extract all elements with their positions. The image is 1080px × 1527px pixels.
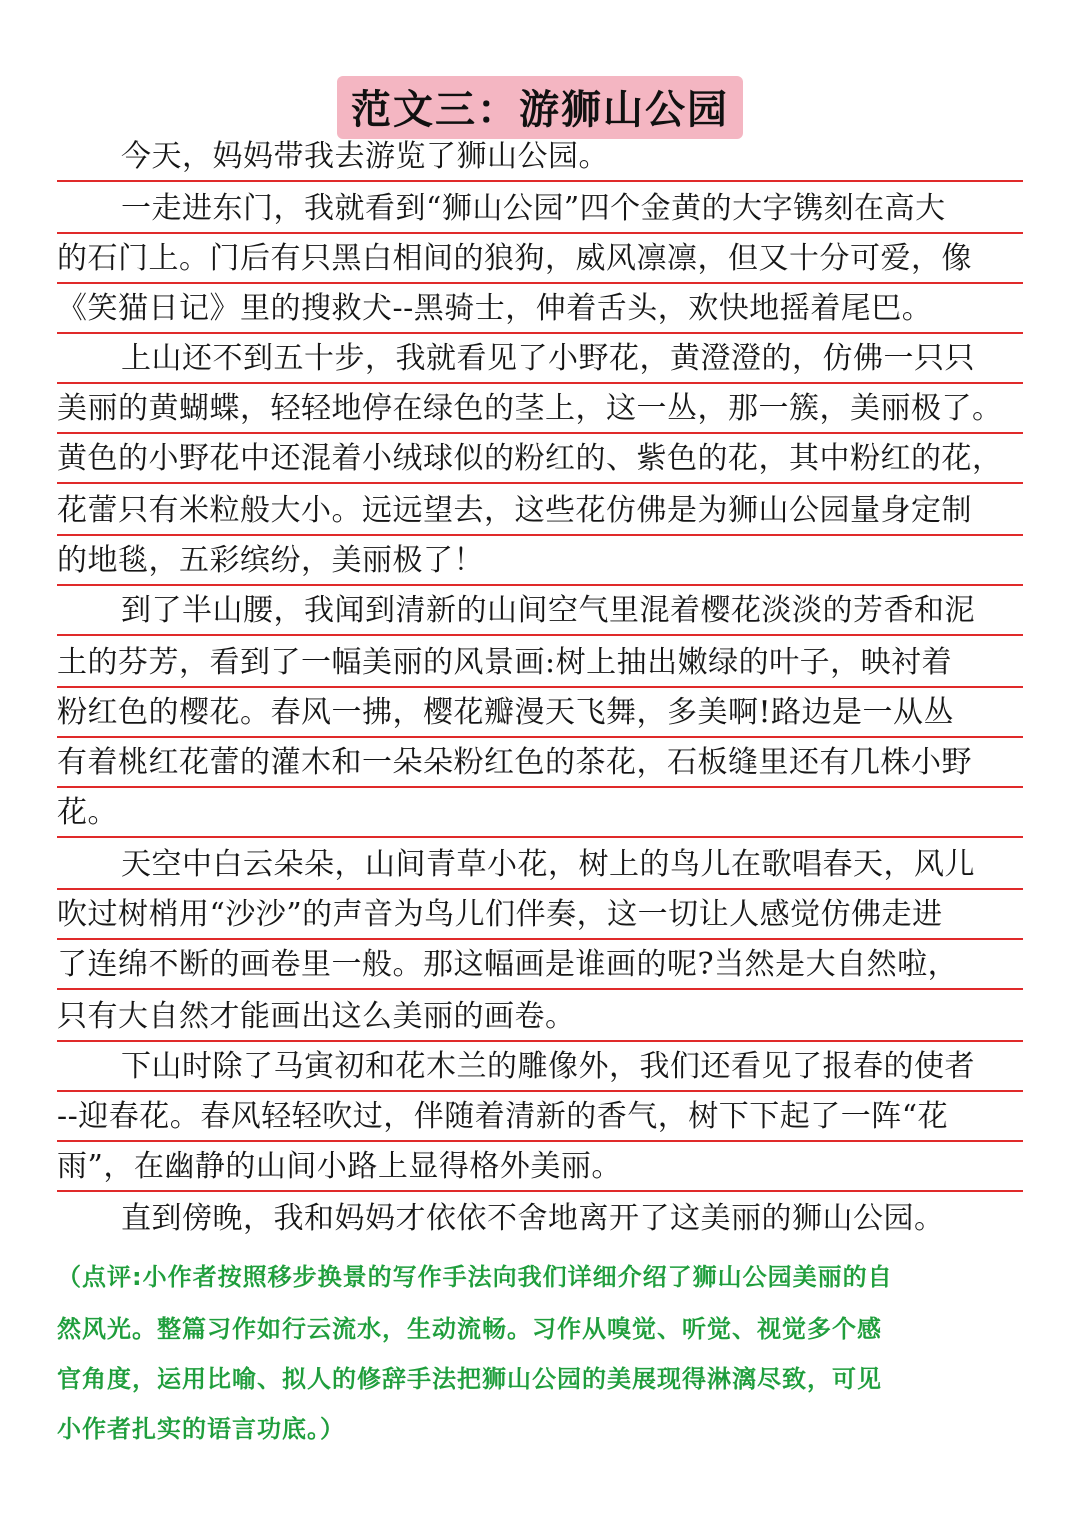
text-line: 一走进东门，我就看到“狮山公园”四个金黄的大字镌刻在高大 [57, 186, 1023, 234]
text-line: 的地毯，五彩缤纷，美丽极了！ [57, 538, 1023, 586]
text-line: 下山时除了马寅初和花木兰的雕像外，我们还看见了报春的使者 [57, 1044, 1023, 1092]
comment-line: 然风光。整篇习作如行云流水，生动流畅。习作从嗅觉、听觉、视觉多个感 [57, 1315, 882, 1343]
text-line: 只有大自然才能画出这么美丽的画卷。 [57, 994, 1023, 1042]
text-line: 有着桃红花蕾的灌木和一朵朵粉红色的茶花，石板缝里还有几株小野 [57, 740, 1023, 788]
text-line: 美丽的黄蝴蝶，轻轻地停在绿色的茎上，这一丛，那一簇，美丽极了。 [57, 386, 1023, 434]
text-line: 到了半山腰，我闻到清新的山间空气里混着樱花淡淡的芳香和泥 [57, 588, 1023, 636]
text-line: 天空中白云朵朵，山间青草小花，树上的鸟儿在歌唱春天，风儿 [57, 842, 1023, 890]
text-line: 吹过树梢用“沙沙”的声音为鸟儿们伴奏，这一切让人感觉仿佛走进 [57, 892, 1023, 940]
text-line: 的石门上。门后有只黑白相间的狼狗，威风凛凛，但又十分可爱，像 [57, 236, 1023, 284]
comment-line: 官角度，运用比喻、拟人的修辞手法把狮山公园的美展现得淋漓尽致，可见 [57, 1365, 882, 1393]
text-line: 花。 [57, 790, 1023, 838]
text-line: 花蕾只有米粒般大小。远远望去，这些花仿佛是为狮山公园量身定制 [57, 488, 1023, 536]
text-line: 粉红色的樱花。春风一拂，樱花瓣漫天飞舞，多美啊!路边是一从丛 [57, 690, 1023, 738]
text-line: 今天，妈妈带我去游览了狮山公园。 [57, 134, 1023, 182]
text-line: 上山还不到五十步，我就看见了小野花，黄澄澄的，仿佛一只只 [57, 336, 1023, 384]
text-line: 黄色的小野花中还混着小绒球似的粉红的、紫色的花，其中粉红的花， [57, 436, 1023, 484]
comment-line: 小作者扎实的语言功底。） [57, 1415, 345, 1443]
text-line: 《笑猫日记》里的搜救犬--黑骑士，伸着舌头，欢快地摇着尾巴。 [57, 286, 1023, 334]
text-line: 土的芬芳，看到了一幅美丽的风景画:树上抽出嫩绿的叶子，映衬着 [57, 640, 1023, 688]
title-container [0, 76, 1080, 139]
text-line: 了连绵不断的画卷里一般。那这幅画是谁画的呢?当然是大自然啦， [57, 942, 1023, 990]
page-title: 范文三：游狮山公园 [337, 76, 743, 139]
text-line: 雨”，在幽静的山间小路上显得格外美丽。 [57, 1144, 1023, 1192]
comment-line: （点评:小作者按照移步换景的写作手法向我们详细介绍了狮山公园美丽的自 [57, 1263, 893, 1291]
text-line: --迎春花。春风轻轻吹过，伴随着清新的香气，树下下起了一阵“花 [57, 1094, 1023, 1142]
text-line: 直到傍晚，我和妈妈才依依不舍地离开了这美丽的狮山公园。 [121, 1201, 945, 1236]
